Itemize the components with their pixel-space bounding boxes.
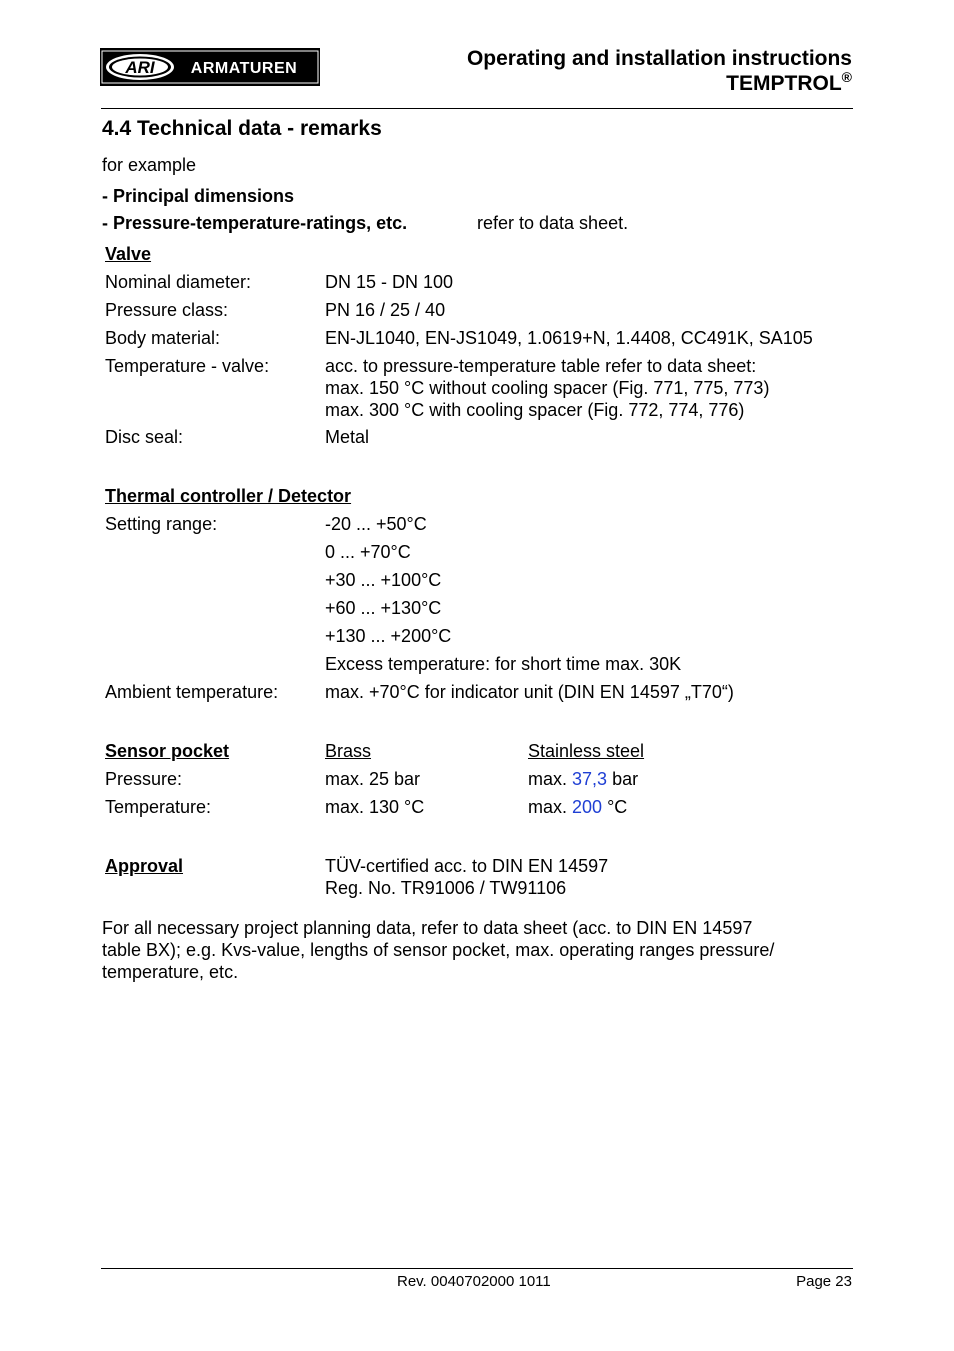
- footer-revision: Rev. 0040702000 1011: [397, 1273, 551, 1290]
- footer-divider: [101, 1268, 853, 1269]
- svg-text:ARMATUREN: ARMATUREN: [190, 60, 298, 77]
- excess-temperature-note: Excess temperature: for short time max. 30K: [325, 654, 682, 674]
- svg-text:ARI: ARI: [125, 58, 155, 77]
- ambient-temperature-label: Ambient temperature:: [105, 682, 279, 702]
- item-principal-dimensions: - Principal dimensions: [102, 186, 295, 206]
- approval-heading: Approval: [105, 856, 184, 876]
- sensor-col-brass: Brass: [325, 741, 372, 761]
- valve-value-disc-seal: Metal: [325, 427, 370, 447]
- registered-mark: ®: [841, 69, 852, 85]
- thermal-heading: Thermal controller / Detector: [105, 486, 352, 506]
- sensor-pressure-brass: max. 25 bar: [325, 769, 421, 789]
- valve-label-body-material: Body material:: [105, 328, 221, 348]
- valve-label-disc-seal: Disc seal:: [105, 427, 184, 447]
- sensor-col-stainless: Stainless steel: [528, 741, 645, 761]
- valve-label-temperature: Temperature - valve:: [105, 356, 270, 376]
- setting-range-4: +60 ... +130°C: [325, 598, 442, 618]
- valve-value-nominal-diameter: DN 15 - DN 100: [325, 272, 454, 292]
- sensor-temperature-stainless-value: 200: [572, 797, 603, 817]
- sensor-temperature-stainless: max. 200 °C: [528, 797, 628, 817]
- setting-range-3: +30 ... +100°C: [325, 570, 442, 590]
- footer-page-number: Page 23: [796, 1273, 852, 1290]
- valve-value-body-material: EN-JL1040, EN-JS1049, 1.0619+N, 1.4408, CC491K, SA105: [325, 328, 813, 348]
- sensor-temperature-label: Temperature:: [105, 797, 212, 817]
- sensor-pocket-heading: Sensor pocket: [105, 741, 230, 761]
- setting-range-2: 0 ... +70°C: [325, 542, 411, 562]
- sensor-pressure-label: Pressure:: [105, 769, 183, 789]
- setting-range-label: Setting range:: [105, 514, 218, 534]
- document-title-line2: TEMPTROL®: [726, 69, 852, 95]
- setting-range-1: -20 ... +50°C: [325, 514, 427, 534]
- setting-range-5: +130 ... +200°C: [325, 626, 452, 646]
- sensor-pressure-stainless: max. 37,3 bar: [528, 769, 639, 789]
- intro-text: for example: [102, 155, 197, 175]
- item-pressure-temperature-ratings: - Pressure-temperature-ratings, etc.: [102, 213, 408, 233]
- ari-armaturen-logo: [100, 48, 320, 86]
- section-title: 4.4 Technical data - remarks: [102, 117, 382, 140]
- sensor-pressure-stainless-value: 37,3: [572, 769, 608, 789]
- ambient-temperature-value: max. +70°C for indicator unit (DIN EN 14597 „T70“): [325, 682, 734, 702]
- sensor-temperature-brass: max. 130 °C: [325, 797, 425, 817]
- header-divider: [101, 108, 853, 109]
- closing-paragraph: For all necessary project planning data, refer to data sheet (acc. to DIN EN 14597 table BX); e.g. Kvs-value, lengths of sensor pocket, max. operating ranges pressure/ temperature, etc.: [102, 918, 775, 982]
- document-title: [467, 46, 852, 96]
- valve-value-pressure-class: PN 16 / 25 / 40: [325, 300, 446, 320]
- approval-value: TÜV-certified acc. to DIN EN 14597 Reg. No. TR91006 / TW91106: [325, 856, 609, 898]
- valve-label-nominal-diameter: Nominal diameter:: [105, 272, 252, 292]
- valve-label-pressure-class: Pressure class:: [105, 300, 229, 320]
- valve-heading: Valve: [105, 244, 152, 264]
- items-note: refer to data sheet.: [477, 213, 629, 233]
- valve-value-temperature: acc. to pressure-temperature table refer to data sheet: max. 150 °C without cooling spacer (Fig. 771, 775, 773) max. 300 °C with cooling spacer (Fig. 772, 774, 776): [325, 356, 770, 420]
- document-title-line1: Operating and installation instructions: [466, 47, 852, 70]
